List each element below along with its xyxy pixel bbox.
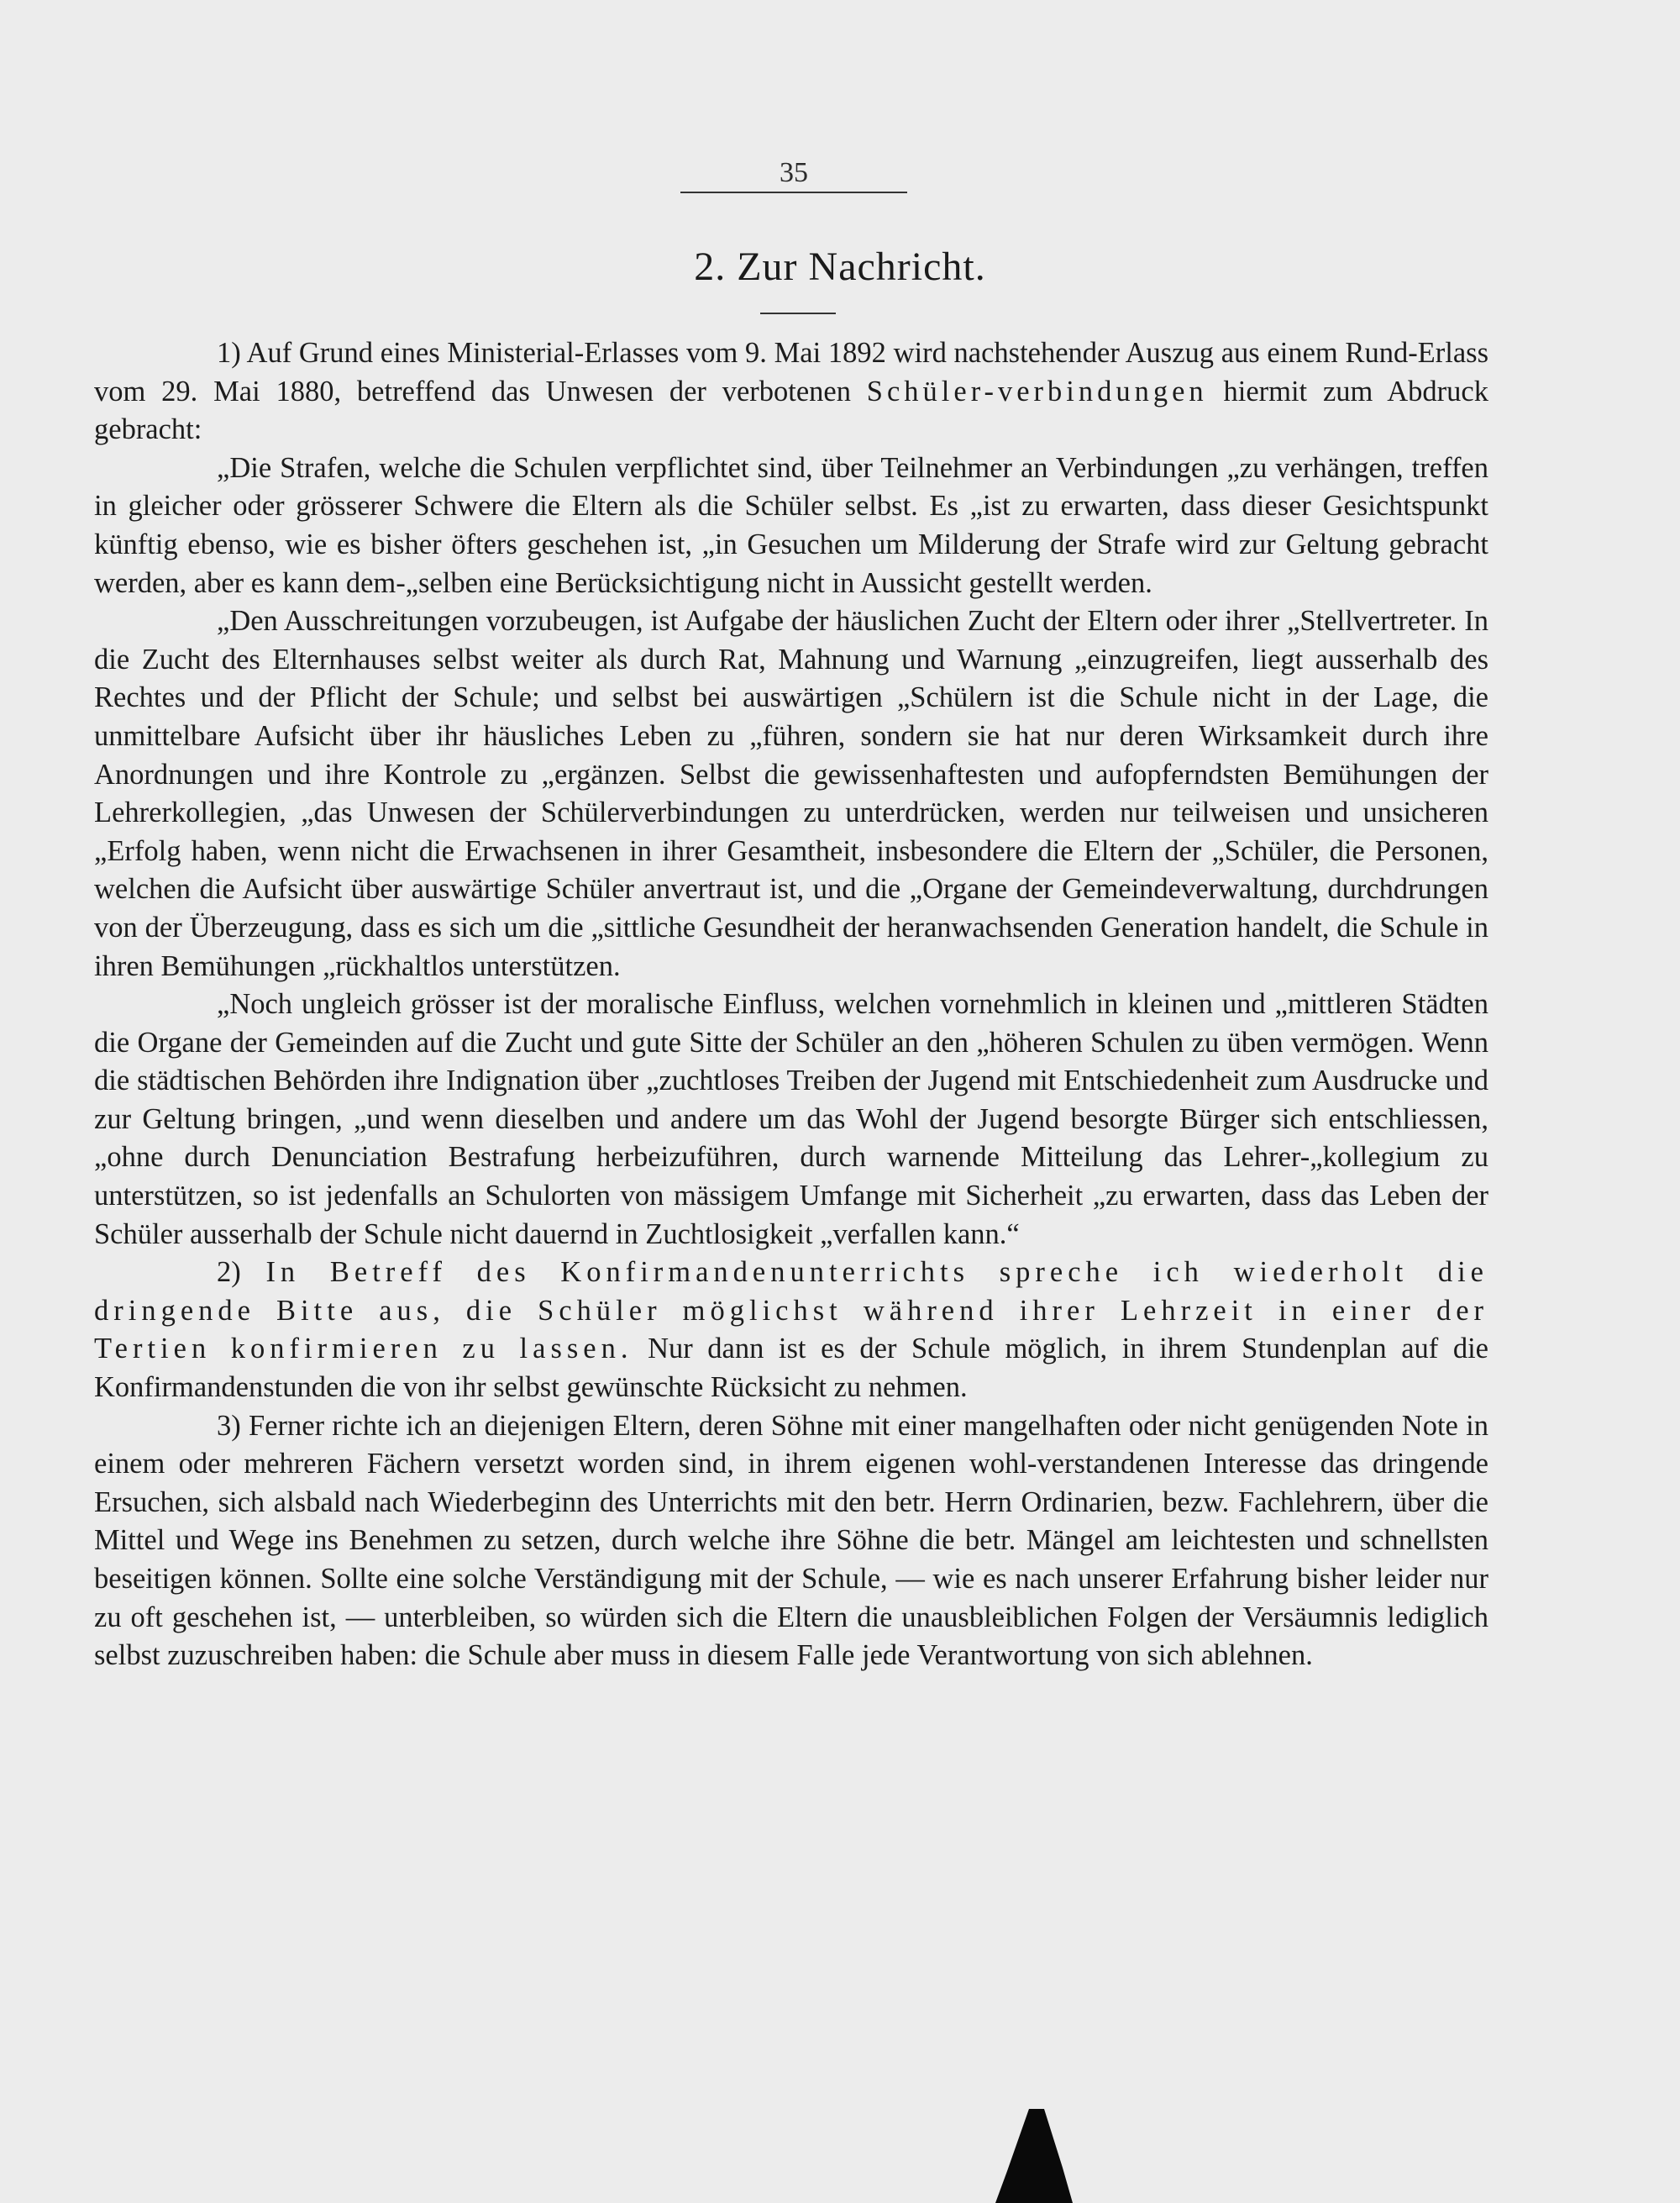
body-text — [94, 334, 1488, 1675]
page-number: 35 — [780, 157, 808, 188]
paragraph-1 — [94, 334, 1488, 450]
paragraph-2-emphasis: In Betreff des Konfirmandenunterrichts spreche ich wiederholt die dringende Bitte aus, die Schüler möglichst während ihrer Lehrzeit in einer der Tertien konfirmieren zu lassen. — [94, 1256, 1488, 1365]
page-number-rule — [680, 192, 907, 193]
paragraph-2-tail: Nur dann ist es der Schule möglich, in ihrem Stundenplan auf die Konfirmandenstunden die von ihr selbst gewünschte Rücksicht zu nehmen. — [94, 1333, 1488, 1404]
paragraph-3: 3) Ferner richte ich an diejenigen Eltern, deren Söhne mit einer mangelhaften oder nicht genügenden Note in einem oder mehreren Fächern versetzt worden sind, in ihrem eigenen wohl-verstandenen Interesse das dringende Ersuchen, sich alsbald nach Wiederbeginn des Unterrichts mit den betr. Herrn Ordinarien, bezw. Fachlehrern, über die Mittel und Wege ins Benehmen zu setzen, durch welche ihre Söhne die betr. Mängel am leichtesten und schnellsten beseitigen können. Sollte eine solche Verständigung mit der Schule, — wie es nach unserer Erfahrung bisher leider nur zu oft geschehen ist, — unterbleiben, so würden sich die Eltern die unausbleiblichen Folgen der Versäumnis lediglich selbst zuzuschreiben haben: die Schule aber muss in diesem Falle jede Verantwortung von sich ablehnen. — [94, 1409, 1488, 1672]
scan-marker-shape — [995, 2109, 1088, 2203]
quote-paragraph-1: „Die Strafen, welche die Schulen verpflichtet sind, über Teilnehmer an Verbindungen „zu verhängen, treffen in gleicher oder grösserer Schwere die Eltern als die Schüler selbst. Es „ist zu erwarten, dass dieser Gesichtspunkt künftig ebenso, wie es bisher öfters geschehen ist, „in Gesuchen um Milderung der Strafe wird zur Geltung gebracht werden, aber es kann dem-„selben eine Berücksichtigung nicht in Aussicht gestellt werden. — [94, 451, 1488, 599]
paragraph-1-tail: hiermit zum Abdruck gebracht: — [94, 375, 1488, 446]
paragraph-2-lead: 2) — [217, 1256, 266, 1289]
paragraph-1-lead: 1) Auf Grund eines Ministerial-Erlasses vom 9. Mai 1892 wird nachstehender Auszug aus einem Rund-Erlass vom 29. Mai 1880, betreffend das Unwesen der verbotenen — [94, 337, 1488, 407]
section-heading: 2. Zur Nachricht. — [694, 244, 986, 289]
paragraph-2 — [94, 1254, 1488, 1406]
heading-rule — [760, 313, 836, 314]
quote-paragraph-2: „Den Ausschreitungen vorzubeugen, ist Aufgabe der häuslichen Zucht der Eltern oder ihrer „Stellvertreter. In die Zucht des Elternhauses selbst weiter als durch Rat, Mahnung und Warnung „einzugreifen, liegt ausserhalb des Rechtes und der Pflicht der Schule; und selbst bei auswärtigen „Schülern ist die Schule nicht in der Lage, die unmittelbare Aufsicht über ihr häusliches Leben zu „führen, sondern sie hat nur deren Wirksamkeit durch ihre Anordnungen und ihre Kontrole zu „ergänzen. Selbst die gewissenhaftesten und aufopferndsten Bemühungen der Lehrerkollegien, „das Unwesen der Schülerverbindungen zu unterdrücken, werden nur teilweisen und unsicheren „Erfolg haben, wenn nicht die Erwachsenen in ihrer Gesamtheit, insbesondere die Eltern der „Schüler, die Personen, welchen die Aufsicht über auswärtige Schüler anvertraut ist, und die „Organe der Gemeindeverwaltung, durchdrungen von der Überzeugung, dass es sich um die „sittliche Gesundheit der heranwachsenden Generation handelt, die Schule in ihren Bemühungen „rückhaltlos unterstützen. — [94, 605, 1488, 982]
quote-paragraph-3: „Noch ungleich grösser ist der moralische Einfluss, welchen vornehmlich in kleinen und „mittleren Städten die Organe der Gemeinden auf die Zucht und gute Sitte der Schüler an den „höheren Schulen zu üben vermögen. Wenn die städtischen Behörden ihre Indignation über „zuchtloses Treiben der Jugend mit Entschiedenheit zum Ausdrucke und zur Geltung bringen, „und wenn dieselben und andere um das Wohl der Jugend besorgte Bürger sich entschliessen, „ohne durch Denunciation Bestrafung herbeizuführen, durch warnende Mitteilung das Lehrer-„kollegium zu unterstützen, so ist jedenfalls an Schulorten von mässigem Umfange mit Sicherheit „zu erwarten, dass das Leben der Schüler ausserhalb der Schule nicht dauernd in Zuchtlosigkeit „verfallen kann.“ — [94, 988, 1488, 1250]
paragraph-1-emphasis: Schüler-verbindungen — [866, 375, 1208, 407]
